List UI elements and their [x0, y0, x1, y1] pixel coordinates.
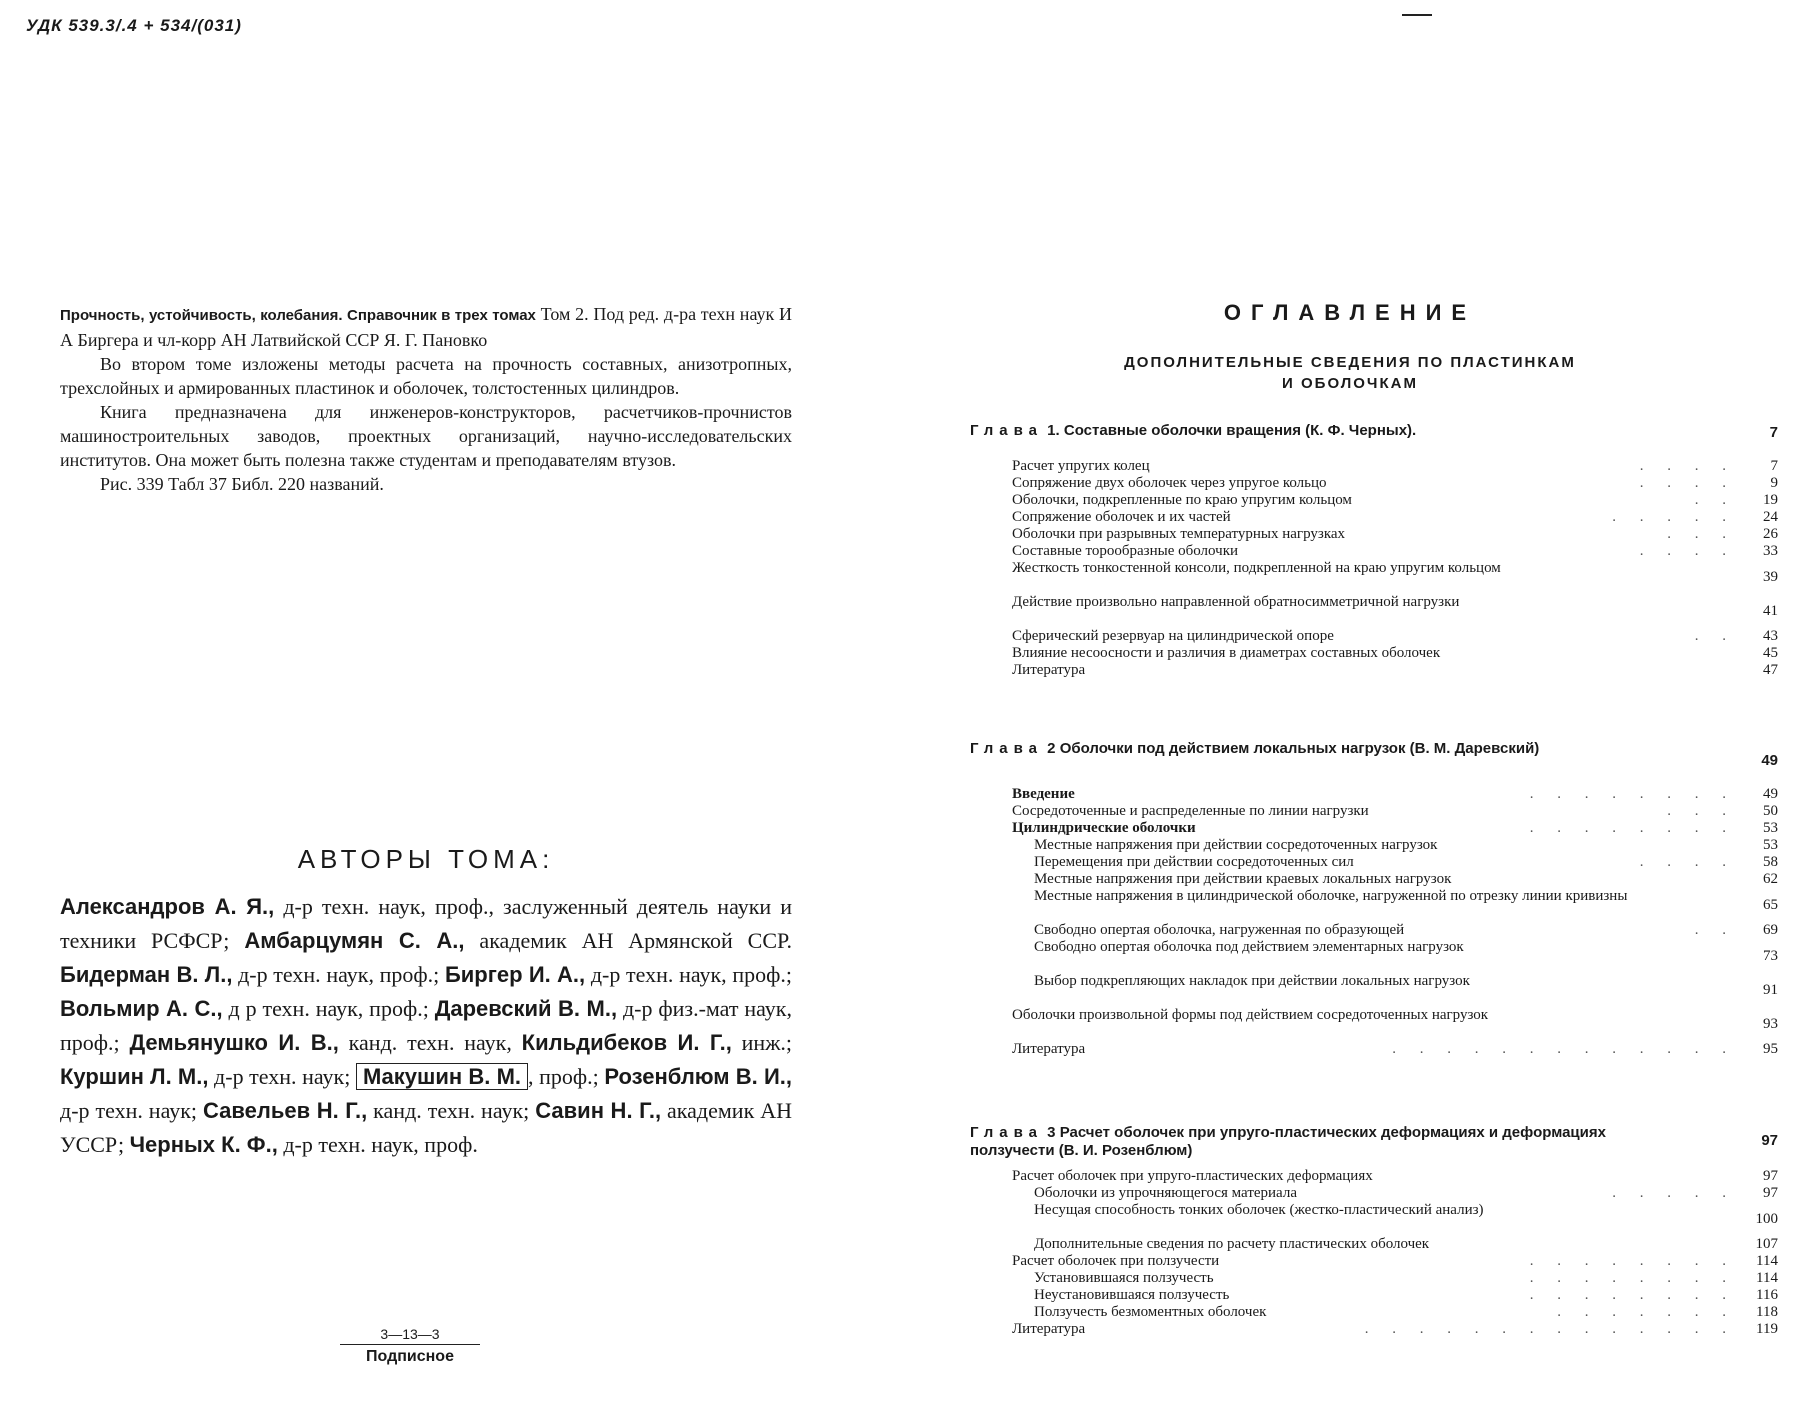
toc-entry [970, 888, 1778, 922]
leader-dots: . . . . [1639, 543, 1736, 559]
author-name: Савельев Н. Г., [203, 1098, 368, 1123]
toc-entry [970, 543, 1778, 560]
toc-entry-page: 118 [1756, 1304, 1778, 1320]
chapter-page: 97 [1761, 1132, 1778, 1149]
chapter-number: 3 [1047, 1124, 1056, 1141]
toc-entry-page: 19 [1763, 492, 1778, 508]
top-dash-mark [1402, 14, 1432, 16]
toc-entry-page: 62 [1763, 871, 1778, 887]
leader-dots: . . . . . . . . [1529, 1287, 1736, 1303]
toc-entry-label: Влияние несоосности и различия в диаметрах составных оболочек [1012, 645, 1441, 661]
toc-entry-label: Расчет оболочек при ползучести [1012, 1253, 1220, 1269]
toc-entry-page: 49 [1763, 786, 1778, 802]
author-name: Куршин Л. М., [60, 1064, 209, 1089]
toc-entry-page: 97 [1763, 1185, 1778, 1201]
leader-dots: . . . . . . . . [1529, 820, 1736, 836]
toc-entry-label: Оболочки при разрывных температурных нагрузках [1012, 526, 1346, 542]
toc-entry-page: 119 [1756, 1321, 1778, 1337]
toc-entry-label: Жесткость тонкостенной консоли, подкрепленной на краю упругим кольцом [1012, 560, 1501, 576]
toc-entry-page: 97 [1763, 1168, 1778, 1184]
author-name: Даревский В. М., [434, 996, 618, 1021]
author-info: д-р техн. наук, проф.; [232, 962, 445, 987]
toc-entry-page: 9 [1770, 475, 1778, 491]
toc-entry-page: 73 [1763, 948, 1778, 964]
toc-entry [970, 1287, 1778, 1304]
leader-dots: . . . . [1639, 854, 1736, 870]
toc-entry-page: 47 [1763, 662, 1778, 678]
toc-entry-label: Составные торообразные оболочки [1012, 543, 1239, 559]
toc-entry [970, 1270, 1778, 1287]
author-info: д-р техн. наук, проф., заслуженный деятель науки и техники РСФСР; [60, 894, 793, 953]
toc-entry [970, 458, 1778, 475]
toc-entry-label: Выбор подкрепляющих накладок при действии локальных нагрузок [1034, 973, 1470, 989]
udk-code: УДК 539.3/.4 + 534/(031) [26, 16, 242, 35]
toc-entry [970, 1007, 1778, 1041]
toc-entry [970, 1304, 1778, 1321]
author-info: д р техн. наук, проф.; [222, 996, 435, 1021]
toc-entry-label: Местные напряжения при действии сосредоточенных нагрузок [1034, 837, 1438, 853]
toc-chapter-1 [970, 422, 1778, 679]
toc-entry-page: 41 [1763, 603, 1778, 619]
toc-chapter-2 [970, 740, 1778, 1058]
author-info: академик АН Армянской ССР. [464, 928, 792, 953]
chapter-word: Глава [970, 1124, 1043, 1141]
leader-dots: . . . . [1639, 458, 1736, 474]
author-name: Бидерман В. Л., [60, 962, 233, 987]
toc-entry-page: 53 [1763, 820, 1778, 836]
author-name: Розенблюм В. И., [604, 1064, 793, 1089]
toc-entry-label: Расчет упругих колец [1012, 458, 1150, 474]
leader-dots: . . . . . . . . [1529, 1270, 1736, 1286]
annotation-title [60, 302, 792, 352]
toc-entry [970, 1185, 1778, 1202]
toc-entry [970, 1202, 1778, 1236]
toc-subtitle-line-1: ДОПОЛНИТЕЛЬНЫЕ СВЕДЕНИЯ ПО ПЛАСТИНКАМ [1124, 354, 1576, 371]
toc-entry-page: 39 [1763, 569, 1778, 585]
leader-dots: . . . . . [1612, 1185, 1736, 1201]
toc-entry [970, 662, 1778, 679]
toc-entry [970, 854, 1778, 871]
author-name-boxed: Макушин В. М. [356, 1063, 528, 1090]
toc-entry-page: 7 [1770, 458, 1778, 474]
leader-dots: . . . [1667, 526, 1736, 542]
toc-entry-page: 33 [1763, 543, 1778, 559]
toc-entry-label: Сосредоточенные и распределенные по линии нагрузки [1012, 803, 1369, 819]
toc-entry [970, 803, 1778, 820]
toc-entry-label: Перемещения при действии сосредоточенных сил [1034, 854, 1354, 870]
imprint [340, 1326, 480, 1366]
toc-title: ОГЛАВЛЕНИЕ [1223, 300, 1477, 325]
toc-subtitle [1040, 352, 1660, 394]
toc-entry-label: Оболочки произвольной формы под действием сосредоточенных нагрузок [1012, 1007, 1489, 1023]
toc-entry-label: Введение [1012, 786, 1075, 802]
chapter-entries [970, 458, 1778, 679]
toc-entry-label: Оболочки, подкрепленные по краю упругим кольцом [1012, 492, 1352, 508]
chapter-word: Глава [970, 740, 1043, 757]
leader-dots: . . . . . . . . [1529, 1253, 1736, 1269]
toc-entry-label: Свободно опертая оболочка под действием элементарных нагрузок [1034, 939, 1464, 955]
chapter-number: 1. [1047, 422, 1060, 439]
annotation-title-bold: Прочность, устойчивость, колебания. Справочник в трех томах [60, 307, 536, 324]
toc-entry-page: 114 [1756, 1270, 1778, 1286]
imprint-label: Подписное [366, 1348, 454, 1365]
leader-dots: . . . . [1639, 475, 1736, 491]
toc-entry [970, 645, 1778, 662]
toc-chapter-3 [970, 1124, 1778, 1338]
toc-entry [970, 973, 1778, 1007]
toc-entry-page: 93 [1763, 1016, 1778, 1032]
leader-dots: . . . . . . . [1557, 1304, 1736, 1320]
toc-entry-page: 50 [1763, 803, 1778, 819]
annotation [60, 302, 792, 496]
chapter-entries [970, 1168, 1778, 1338]
authors-heading: АВТОРЫ ТОМА: [297, 844, 555, 874]
chapter-entries [970, 786, 1778, 1058]
toc-entry [970, 1321, 1778, 1338]
toc-entry [970, 820, 1778, 837]
toc-entry [970, 492, 1778, 509]
author-name: Вольмир А. С., [60, 996, 223, 1021]
chapter-heading [970, 1124, 1778, 1168]
imprint-code: 3—13—3 [340, 1326, 480, 1345]
toc-entry-page: 45 [1763, 645, 1778, 661]
toc-entry-label: Ползучесть безмоментных оболочек [1034, 1304, 1267, 1320]
toc-entry [970, 871, 1778, 888]
toc-entry [970, 628, 1778, 645]
author-name: Александров А. Я., [60, 894, 275, 919]
toc-entry-page: 107 [1755, 1236, 1778, 1252]
leader-dots: . . [1694, 628, 1736, 644]
toc-entry [970, 560, 1778, 594]
toc-entry-label: Литература [1012, 1321, 1086, 1337]
toc-entry-label: Местные напряжения в цилиндрической оболочке, нагруженной по отрезку линии кривизны [1034, 888, 1628, 904]
toc-entry-page: 65 [1763, 897, 1778, 913]
author-info: д-р физ.-мат наук, проф.; [60, 996, 792, 1055]
author-info: д-р техн. наук, проф.; [585, 962, 792, 987]
leader-dots: . . . . . . . . . . . . . . [1364, 1321, 1736, 1337]
toc-entry-page: 69 [1763, 922, 1778, 938]
chapter-page: 7 [1769, 424, 1778, 441]
toc-entry-label: Неустановившаяся ползучесть [1034, 1287, 1230, 1303]
toc-entry-label: Литература [1012, 1041, 1086, 1057]
toc-entry [970, 837, 1778, 854]
toc-entry-page: 43 [1763, 628, 1778, 644]
chapter-title: Расчет оболочек при упруго-пластических деформациях и деформациях ползучести (В. И. Розенблюм) [970, 1124, 1606, 1159]
author-info: академик АН УССР; [60, 1098, 793, 1157]
toc-entry-label: Местные напряжения при действии краевых локальных нагрузок [1034, 871, 1452, 887]
toc-entry-page: 53 [1763, 837, 1778, 853]
chapter-number: 2 [1047, 740, 1056, 757]
author-name: Черных К. Ф., [129, 1132, 278, 1157]
leader-dots: . . . . . . . . [1529, 786, 1736, 802]
chapter-heading-text [970, 740, 1690, 758]
toc-entry-page: 91 [1763, 982, 1778, 998]
annotation-stats: Рис. 339 Табл 37 Библ. 220 названий. [100, 474, 384, 494]
toc-entry-page: 24 [1763, 509, 1778, 525]
annotation-para-2: Книга предназначена для инженеров-конструкторов, расчетчиков-прочнистов машиностроительных заводов, проектных организаций, научно-исследовательских институтов. Она может быть полезна также студентам и преподавателям втузов. [60, 402, 792, 470]
author-info: инж.; [731, 1030, 793, 1055]
toc-entry-label: Расчет оболочек при упруго-пластических деформациях [1012, 1168, 1373, 1184]
author-info: д-р техн. наук; [60, 1098, 203, 1123]
author-info: д-р техн. наук; [208, 1064, 356, 1089]
toc-entry [970, 786, 1778, 803]
left-page [0, 0, 880, 1415]
toc-entry [970, 509, 1778, 526]
toc-entry [970, 922, 1778, 939]
annotation-para-1: Во втором томе изложены методы расчета на прочность составных, анизотропных, трехслойных и армированных пластинок и оболочек, толстостенных цилиндров. [60, 354, 792, 398]
authors-list [60, 890, 792, 1162]
toc-entry [970, 1168, 1778, 1185]
toc-entry-page: 26 [1763, 526, 1778, 542]
toc-entry-page: 58 [1763, 854, 1778, 870]
toc-entry-label: Дополнительные сведения по расчету пластических оболочек [1034, 1236, 1430, 1252]
annotation-title-rest: Том 2. Под ред. д-ра техн наук И А Биргера и чл-корр АН Латвийской ССР Я. Г. Пановко [60, 304, 793, 350]
toc-entry [970, 475, 1778, 492]
chapter-heading-text [970, 422, 1690, 440]
toc-entry-label: Несущая способность тонких оболочек (жестко-пластический анализ) [1034, 1202, 1484, 1218]
chapter-word: Глава [970, 422, 1043, 439]
leader-dots: . . [1694, 922, 1736, 938]
author-info: канд. техн. наук, [338, 1030, 522, 1055]
toc-entry-page: 100 [1755, 1211, 1778, 1227]
leader-dots: . . [1694, 492, 1736, 508]
toc-entry-label: Оболочки из упрочняющегося материала [1034, 1185, 1297, 1201]
author-name: Кильдибеков И. Г., [521, 1030, 732, 1055]
author-info: д-р техн. наук, проф. [277, 1132, 478, 1157]
toc-entry-label: Цилиндрические оболочки [1012, 820, 1196, 836]
author-info: канд. техн. наук; [367, 1098, 536, 1123]
chapter-page: 49 [1761, 752, 1778, 769]
leader-dots: . . . . . . . . . . . . . [1392, 1041, 1736, 1057]
leader-dots: . . . . . [1612, 509, 1736, 525]
toc-entry-page: 114 [1756, 1253, 1778, 1269]
toc-entry-label: Сопряжение двух оболочек через упругое кольцо [1012, 475, 1327, 491]
toc-entry-label: Литература [1012, 662, 1086, 678]
author-name: Амбарцумян С. А., [244, 928, 465, 953]
leader-dots: . . . [1667, 803, 1736, 819]
chapter-heading [970, 740, 1778, 786]
chapter-title: Составные оболочки вращения (К. Ф. Черных). [1063, 422, 1417, 439]
toc-entry-page: 95 [1763, 1041, 1778, 1057]
chapter-title: Оболочки под действием локальных нагрузок (В. М. Даревский) [1059, 740, 1540, 757]
author-name: Биргер И. А., [444, 962, 586, 987]
toc-subtitle-line-2: И ОБОЛОЧКАМ [1282, 375, 1418, 392]
toc-entry [970, 1253, 1778, 1270]
author-name: Савин Н. Г., [535, 1098, 662, 1123]
toc-entry [970, 1236, 1778, 1253]
toc-entry [970, 1041, 1778, 1058]
toc-entry-label: Действие произвольно направленной обратносимметричной нагрузки [1012, 594, 1460, 610]
author-name: Демьянушко И. В., [129, 1030, 339, 1055]
toc-entry [970, 526, 1778, 543]
author-info: , проф.; [528, 1064, 605, 1089]
chapter-heading [970, 422, 1778, 458]
toc-entry-label: Установившаяся ползучесть [1034, 1270, 1214, 1286]
chapter-heading-text [970, 1124, 1690, 1160]
toc-entry-label: Сопряжение оболочек и их частей [1012, 509, 1231, 525]
toc-entry-label: Свободно опертая оболочка, нагруженная по образующей [1034, 922, 1405, 938]
toc-entry [970, 939, 1778, 973]
toc-entry-label: Сферический резервуар на цилиндрической опоре [1012, 628, 1334, 644]
toc-entry [970, 594, 1778, 628]
toc-entry-page: 116 [1756, 1287, 1778, 1303]
